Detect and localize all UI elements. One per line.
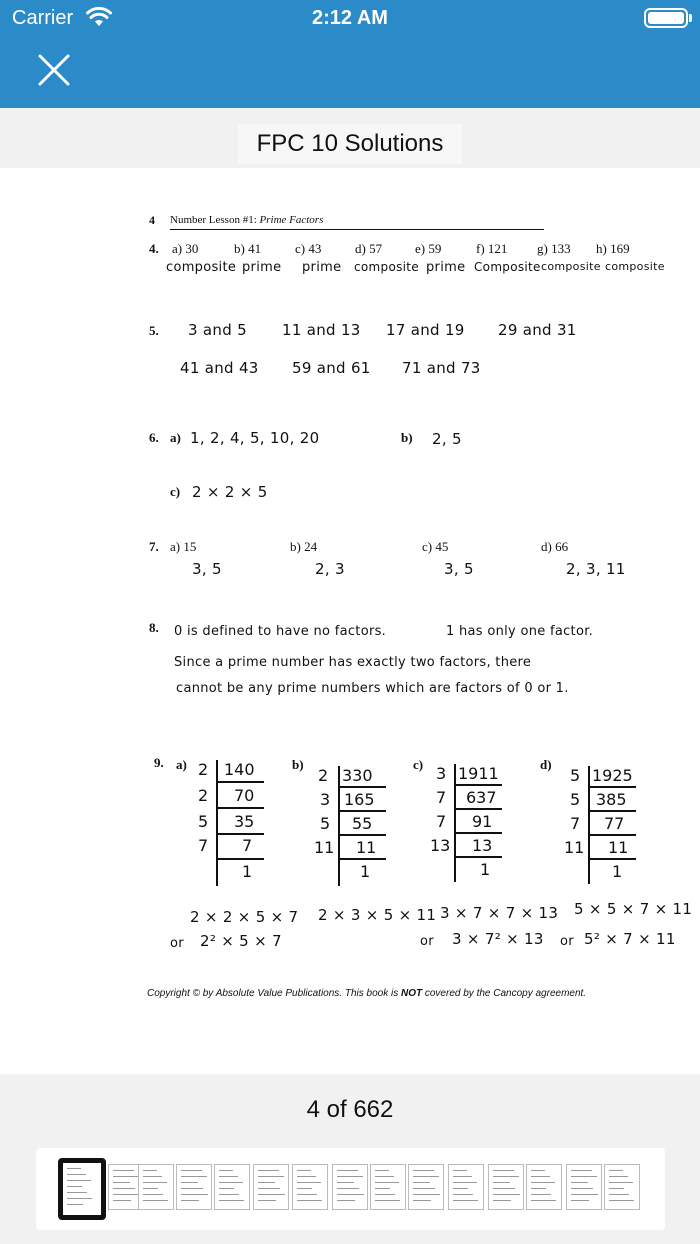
close-icon[interactable] xyxy=(36,52,72,88)
quotient: 1 xyxy=(480,860,491,879)
q4-answer: Composite xyxy=(474,260,541,274)
q5-pair: 71 and 73 xyxy=(402,359,481,377)
q8-line1b: 1 has only one factor. xyxy=(446,624,594,639)
divisor: 7 xyxy=(198,836,209,855)
q6-c-answer: 2 × 2 × 5 xyxy=(192,483,268,501)
q7-item: d) 66 xyxy=(541,539,569,554)
q8-line2: Since a prime number has exactly two factors, there xyxy=(174,655,532,670)
divisor: 3 xyxy=(320,790,331,809)
thumbnail[interactable] xyxy=(488,1164,524,1210)
q4-answer: composite xyxy=(354,260,419,274)
thumbnail[interactable] xyxy=(253,1164,289,1210)
thumbnail[interactable] xyxy=(332,1164,368,1210)
q4-item: c) 43 xyxy=(295,241,322,256)
q7-answer: 2, 3 xyxy=(315,560,345,578)
title-bar xyxy=(0,108,700,168)
thumbnail[interactable] xyxy=(526,1164,562,1210)
q4-answer: prime xyxy=(426,260,466,275)
quotient: 11 xyxy=(608,838,629,857)
divisor: 11 xyxy=(314,838,335,857)
q9-b-tag: b) xyxy=(292,757,304,772)
quotient: 330 xyxy=(342,766,373,785)
q9-c-alt: 3 × 7² × 13 xyxy=(452,930,544,948)
q9-b-ladder xyxy=(312,766,388,886)
q9-c-tag: c) xyxy=(413,757,424,772)
q8-label: 8. xyxy=(149,620,159,635)
q5-pair: 11 and 13 xyxy=(282,321,361,339)
quotient: 77 xyxy=(604,814,625,833)
q9-c-or: or xyxy=(420,934,434,949)
thumbnail[interactable] xyxy=(214,1164,250,1210)
thumbnail[interactable] xyxy=(370,1164,406,1210)
q5-label: 5. xyxy=(149,323,159,338)
q4-item: a) 30 xyxy=(172,241,199,256)
q9-a-ladder xyxy=(196,760,268,888)
q4-item: e) 59 xyxy=(415,241,442,256)
q7-item: c) 45 xyxy=(422,539,449,554)
thumbnail[interactable] xyxy=(292,1164,328,1210)
quotient: 13 xyxy=(472,836,493,855)
divisor: 13 xyxy=(430,836,451,855)
quotient: 35 xyxy=(234,812,255,831)
thumbnail[interactable] xyxy=(138,1164,174,1210)
q8-line3: cannot be any prime numbers which are factors of 0 or 1. xyxy=(176,681,569,696)
quotient: 91 xyxy=(472,812,493,831)
thumbnail[interactable] xyxy=(566,1164,602,1210)
thumbnail[interactable] xyxy=(448,1164,484,1210)
q6-a-answer: 1, 2, 4, 5, 10, 20 xyxy=(190,429,320,447)
quotient: 1 xyxy=(360,862,371,881)
q7-item: b) 24 xyxy=(290,539,318,554)
q6-label: 6. xyxy=(149,430,159,445)
divisor: 2 xyxy=(198,760,209,779)
page-header-topic: Prime Factors xyxy=(259,214,324,226)
divisor: 3 xyxy=(436,764,447,783)
divisor: 5 xyxy=(320,814,331,833)
q4-item: f) 121 xyxy=(476,241,508,256)
top-bar xyxy=(0,0,700,108)
quotient: 70 xyxy=(234,786,255,805)
q4-item: b) 41 xyxy=(234,241,262,256)
q5-pair: 41 and 43 xyxy=(180,359,259,377)
divisor: 5 xyxy=(198,812,209,831)
q7-answer: 3, 5 xyxy=(444,560,474,578)
divisor: 7 xyxy=(436,788,447,807)
page-indicator: 4 of 662 xyxy=(306,1096,394,1123)
q4-answer: composite xyxy=(166,260,237,275)
q4-answer: composite xyxy=(541,260,601,273)
q9-b-result: 2 × 3 × 5 × 11 xyxy=(318,906,437,924)
status-bar xyxy=(0,0,700,36)
q9-a-result: 2 × 2 × 5 × 7 xyxy=(190,908,299,926)
quotient: 385 xyxy=(596,790,627,809)
divisor: 5 xyxy=(570,790,581,809)
q5-pair: 59 and 61 xyxy=(292,359,371,377)
page-header-text xyxy=(170,214,323,226)
thumbnail-strip[interactable] xyxy=(36,1148,665,1230)
quotient: 1 xyxy=(612,862,623,881)
divisor: 11 xyxy=(564,838,585,857)
quotient: 140 xyxy=(224,760,255,779)
clock: 2:12 AM xyxy=(312,7,388,29)
copyright-notice xyxy=(147,988,586,999)
q4-answer: composite xyxy=(605,260,665,273)
q6-a-tag: a) xyxy=(170,430,181,445)
divisor: 2 xyxy=(198,786,209,805)
q4-item: g) 133 xyxy=(537,241,571,256)
q5-pair: 17 and 19 xyxy=(386,321,465,339)
q4-answer: prime xyxy=(302,260,342,275)
q4-answer: prime xyxy=(242,260,282,275)
q9-d-alt: 5² × 7 × 11 xyxy=(584,930,676,948)
q9-a-alt: 2² × 5 × 7 xyxy=(200,932,282,950)
quotient: 637 xyxy=(466,788,497,807)
quotient: 1925 xyxy=(592,766,633,785)
document-page[interactable] xyxy=(0,168,700,1074)
header-rule xyxy=(170,229,544,230)
q5-pair: 3 and 5 xyxy=(188,321,247,339)
q4-item: d) 57 xyxy=(355,241,383,256)
q4-label: 4. xyxy=(149,241,159,256)
q6-c-tag: c) xyxy=(170,484,181,499)
battery-tip xyxy=(689,14,692,22)
q7-answer: 3, 5 xyxy=(192,560,222,578)
quotient: 1 xyxy=(242,862,253,881)
quotient: 55 xyxy=(352,814,373,833)
q7-label: 7. xyxy=(149,539,159,554)
q9-a-tag: a) xyxy=(176,757,187,772)
q9-c-ladder xyxy=(432,764,506,884)
q9-d-ladder xyxy=(564,766,640,886)
q9-c-result: 3 × 7 × 7 × 13 xyxy=(440,904,559,922)
q7-item: a) 15 xyxy=(170,539,197,554)
divisor: 7 xyxy=(436,812,447,831)
thumbnail-current[interactable] xyxy=(58,1158,106,1220)
q4-item: h) 169 xyxy=(596,241,630,256)
q7-answer: 2, 3, 11 xyxy=(566,560,626,578)
copyright-pre: Copyright © by Absolute Value Publications. This book is xyxy=(147,988,401,999)
battery-icon xyxy=(644,8,688,28)
quotient: 11 xyxy=(356,838,377,857)
q5-pair: 29 and 31 xyxy=(498,321,577,339)
carrier-label: Carrier xyxy=(12,7,74,29)
divisor: 7 xyxy=(570,814,581,833)
q9-d-result: 5 × 5 × 7 × 11 xyxy=(574,900,693,918)
page-header-lesson: Number Lesson #1: xyxy=(170,214,260,226)
pager xyxy=(0,1074,700,1244)
quotient: 7 xyxy=(242,836,253,855)
copyright-bold: NOT xyxy=(400,988,423,999)
page-number: 4 xyxy=(149,213,155,227)
quotient: 1911 xyxy=(458,764,499,783)
divisor: 2 xyxy=(318,766,329,785)
q8-line1: 0 is defined to have no factors. xyxy=(174,624,387,639)
thumbnail[interactable] xyxy=(604,1164,640,1210)
q9-a-or: or xyxy=(170,936,184,951)
thumbnail[interactable] xyxy=(408,1164,444,1210)
q9-d-tag: d) xyxy=(540,757,552,772)
q6-b-answer: 2, 5 xyxy=(432,430,462,448)
q9-label: 9. xyxy=(154,755,164,770)
copyright-post: covered by the Cancopy agreement. xyxy=(422,988,587,999)
divisor: 5 xyxy=(570,766,581,785)
q6-b-tag: b) xyxy=(401,430,413,445)
quotient: 165 xyxy=(344,790,375,809)
thumbnail[interactable] xyxy=(176,1164,212,1210)
page-title: FPC 10 Solutions xyxy=(238,124,462,164)
q9-d-or: or xyxy=(560,934,574,949)
